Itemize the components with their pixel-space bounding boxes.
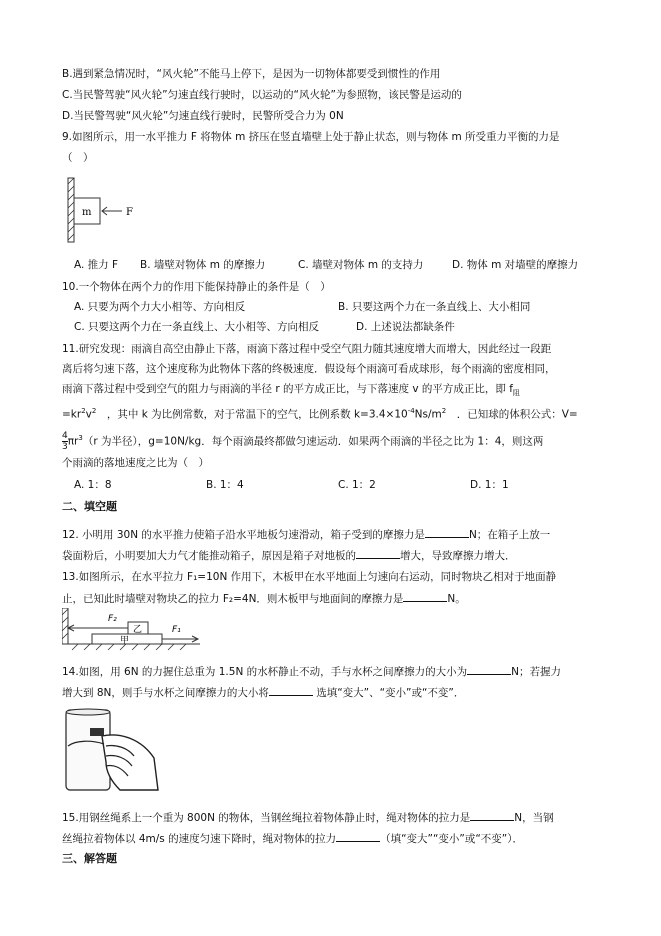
q11-option-d: D. 1：1 [470, 479, 509, 491]
q15-blank-2[interactable] [336, 831, 380, 842]
q14-blank-2[interactable] [269, 685, 313, 696]
q8-option-c: C.当民警驾驶“风火轮”匀速直线行驶时，以运动的“风火轮”为参照物，该民警是运动的 [62, 89, 462, 101]
q13-blank[interactable] [403, 591, 447, 602]
q12-line-2: 袋面粉后，小明要加大力气才能推动箱子，原因是箱子对地板的 增大，导致摩擦力增大． [62, 550, 516, 562]
section-3-heading: 三、解答题 [62, 852, 117, 865]
q12-blank-2[interactable] [356, 548, 400, 559]
q13-fig-f2-label: F₂ [108, 614, 117, 624]
q9-option-c: C. 墙壁对物体 m 的支持力 [298, 259, 424, 271]
q10-option-a: A. 只要为两个力大小相等、方向相反 [74, 301, 246, 313]
hand-holding-cup-image [62, 706, 162, 794]
q9-fig-f-label: F [126, 207, 133, 218]
q9-figure [66, 176, 146, 246]
q11-line-6: 个雨滴的落地速度之比为（ ） [62, 457, 209, 469]
q11-option-c: C. 1：2 [338, 479, 376, 491]
q13-fig-yi-label: 乙 [133, 625, 143, 635]
q13-fig-jia-label: 甲 [120, 636, 130, 646]
q11-line-3: 雨滴下落过程中受到空气的阻力与雨滴的半径 r 的平方成正比，与下落速度 v 的平方成正比，即 $f_阻$ [62, 383, 520, 398]
q14-blank-1[interactable] [467, 664, 511, 675]
q15-blank-1[interactable] [470, 810, 514, 821]
q11-option-a: A. 1：8 [74, 479, 112, 491]
q9-fig-m-label: m [82, 207, 92, 218]
q13-line-1: 13.如图所示，在水平拉力 F₁=10N 作用下，木板甲在水平地面上匀速向右运动，同时物块乙相对于地面静 [62, 571, 557, 583]
q10-stem: 10.一个物体在两个力的作用下能保持静止的条件是（ ） [62, 281, 331, 293]
q10-option-b: B. 只要这两个力在一条直线上、大小相同 [338, 301, 531, 313]
wall-block-diagram [66, 176, 146, 246]
q9-option-a: A. 推力 F [74, 259, 119, 271]
q13-fig-f1-label: F₁ [172, 625, 181, 635]
q11-option-b: B. 1：4 [206, 479, 244, 491]
q14-line-1: 14.如图，用 6N 的力握住总重为 1.5N 的水杯静止不动，手与水杯之间摩擦力的大小为 N；若握力 [62, 666, 561, 678]
q14-line-2: 增大到 8N，则手与水杯之间摩擦力的大小将 选填“变大”、“变小”或“不变”． [62, 687, 465, 699]
q11-line-1: 11.研究发现：雨滴自高空由静止下落，雨滴下落过程中受空气阻力随其速度增大而增大，因此经过一段距 [62, 343, 552, 355]
q12-line-1: 12. 小明用 30N 的水平推力使箱子沿水平地板匀速滑动，箱子受到的摩擦力是 N；在箱子上放一 [62, 529, 551, 541]
board-block-diagram [62, 608, 202, 652]
section-2-heading: 二、填空题 [62, 500, 117, 513]
q13-line-2: 止，已知此时墙壁对物块乙的拉力 F₂=4N．则木板甲与地面间的摩擦力是 N。 [62, 593, 466, 605]
volume-fraction: $\frac{4}{3}$ [62, 431, 68, 452]
q11-line-2: 离后将匀速下落，这个速度称为此物体下落的终极速度．假设每个雨滴可看成球形，每个雨滴的密度相同， [62, 363, 556, 375]
q11-line-5: $\frac{4}{3}$ $\pi r^3(r$ 为半径），g=10N/kg．每个雨滴最终都做匀速运动．如果两个雨滴的半径之比为 1：4，则这两 [62, 431, 544, 452]
q13-figure [62, 608, 202, 652]
q15-line-2: 丝绳拉着物体以 4m/s 的速度匀速下降时，绳对物体的拉力 （填“变大”“变小”或“不变”）． [62, 833, 523, 845]
q9-stem: 9.如图所示，用一水平推力 F 将物体 m 挤压在竖直墙壁上处于静止状态，则与物体 m 所受重力平衡的力是 [62, 131, 560, 143]
q9-option-d: D. 物体 m 对墙壁的摩擦力 [452, 259, 579, 271]
q8-option-d: D.当民警驾驶“风火轮”匀速直线行驶时，民警所受合力为 0N [62, 110, 344, 122]
q9-stem-paren: （ ） [62, 152, 94, 164]
q11-line-4: $=kr^2v^2$ ，其中 k 为比例常数，对于常温下的空气，比例系数 $k=3.4\times 10^{-4}Ns/m^2$ ．已知球的体积公式：V= [62, 407, 578, 421]
q10-option-c: C. 只要这两个力在一条直线上、大小相等、方向相反 [74, 321, 320, 333]
q15-line-1: 15.用钢丝绳系上一个重为 800N 的物体，当钢丝绳拉着物体静止时，绳对物体的拉力是 N，当钢 [62, 812, 554, 824]
q10-option-d: D. 上述说法都缺条件 [356, 321, 455, 333]
q9-option-b: B. 墙壁对物体 m 的摩擦力 [140, 259, 266, 271]
q14-figure [62, 706, 162, 794]
q12-blank-1[interactable] [425, 527, 469, 538]
q8-option-b: B.遇到紧急情况时，“风火轮”不能马上停下，是因为一切物体都要受到惯性的作用 [62, 68, 441, 80]
